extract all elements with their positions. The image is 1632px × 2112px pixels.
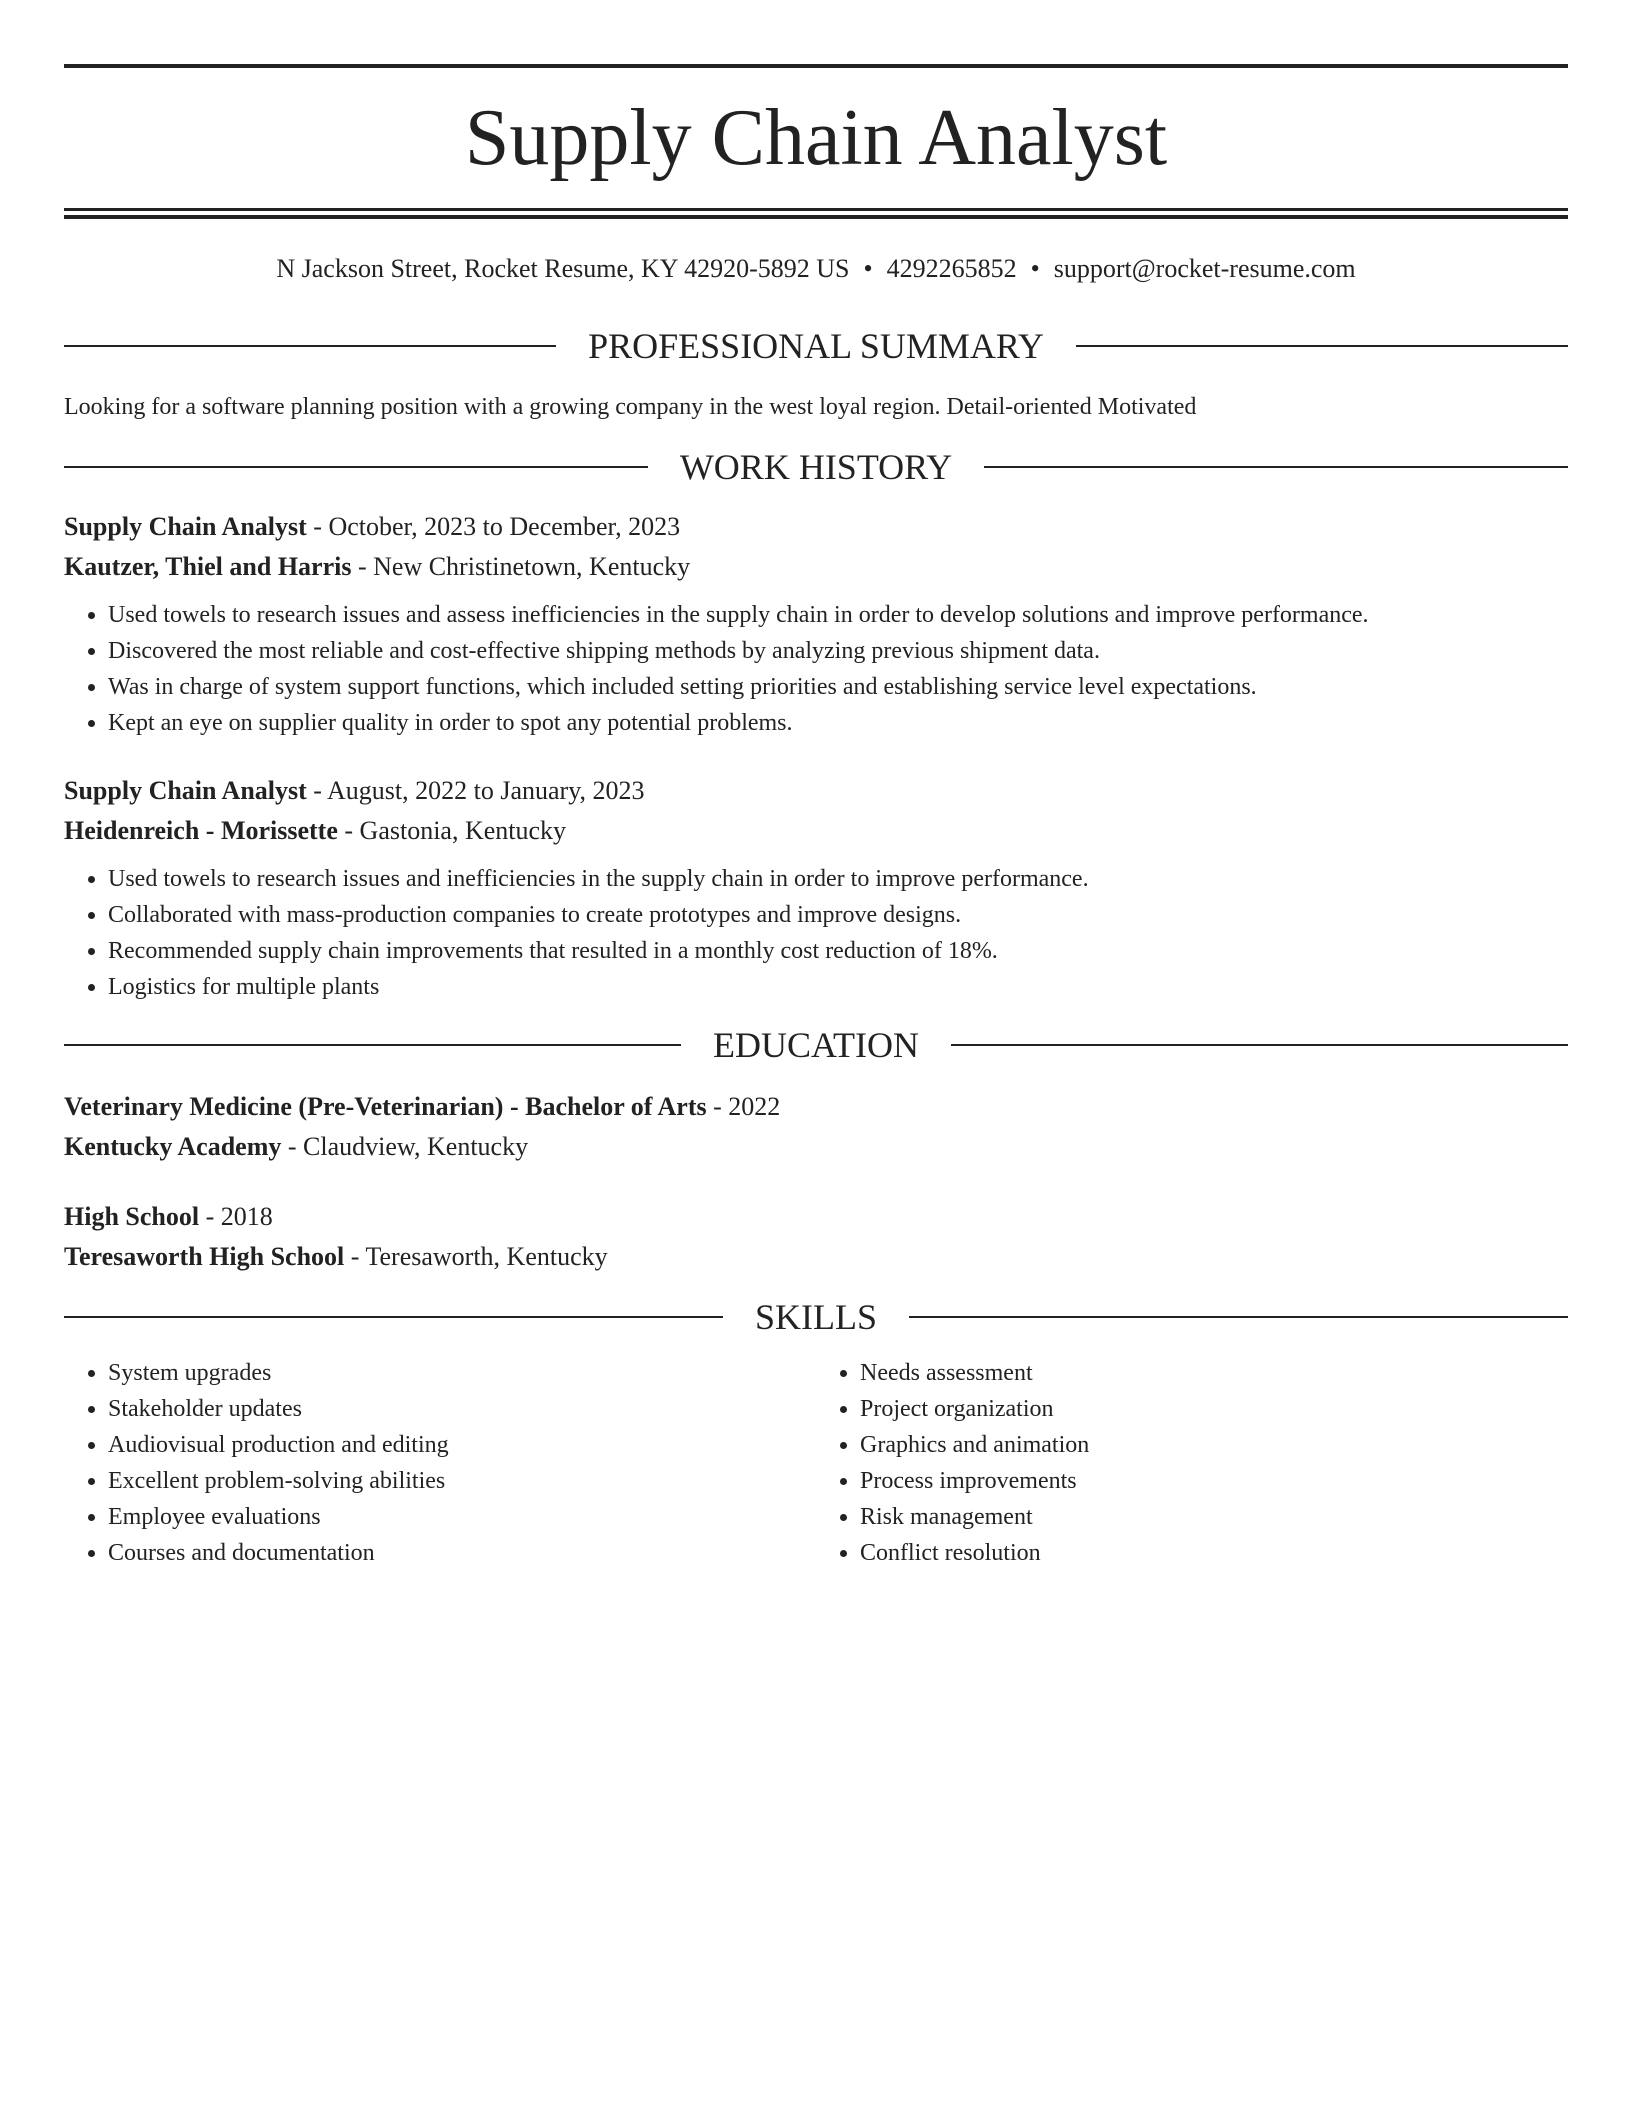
degree-line: [64, 1197, 1568, 1237]
school-location: - Claudview, Kentucky: [281, 1132, 529, 1162]
job-bullets: [64, 597, 1568, 741]
list-item: • Used towels to research issues and assess inefficiencies in the supply chain in order to develop solutions and improve performance.: [108, 597, 1568, 633]
job-company: Heidenreich - Morissette: [64, 816, 338, 846]
job-title-line: [64, 507, 1568, 547]
heading-rule-right: [984, 466, 1568, 468]
list-item: • Stakeholder updates: [108, 1391, 816, 1427]
degree-year: - 2022: [706, 1092, 781, 1122]
heading-rule-right: [909, 1316, 1568, 1318]
job-dates: - August, 2022 to January, 2023: [306, 776, 645, 806]
list-item: • Project organization: [860, 1391, 1568, 1427]
heading-rule-left: [64, 1044, 681, 1046]
heading-label: PROFESSIONAL SUMMARY: [588, 326, 1044, 366]
job-title-line: [64, 771, 1568, 811]
list-item: • Kept an eye on supplier quality in order to spot any potential problems.: [108, 705, 1568, 741]
list-item: • Used towels to research issues and inefficiencies in the supply chain in order to improve performance.: [108, 861, 1568, 897]
school-location: - Teresaworth, Kentucky: [344, 1242, 608, 1272]
school-line: [64, 1127, 1568, 1167]
skills-grid: [64, 1355, 1568, 1571]
school: Kentucky Academy: [64, 1132, 282, 1162]
contact-line: [64, 256, 1568, 282]
skills-column-right: [816, 1355, 1568, 1571]
education-entry: [64, 1197, 1568, 1277]
contact-separator: •: [863, 254, 873, 283]
skills-column-left: [64, 1355, 816, 1571]
degree: Veterinary Medicine (Pre-Veterinarian) - Bachelor of Arts: [64, 1092, 707, 1122]
section-heading-skills: [64, 1297, 1568, 1338]
job-location: - New Christinetown, Kentucky: [351, 552, 691, 582]
list-item: • Process improvements: [860, 1463, 1568, 1499]
heading-rule-right: [951, 1044, 1568, 1046]
title-double-rule: [64, 208, 1568, 219]
contact-separator: •: [1030, 254, 1040, 283]
contact-address: N Jackson Street, Rocket Resume, KY 42920-5892 US: [276, 254, 850, 283]
list-item: • Courses and documentation: [108, 1535, 816, 1571]
job-title: Supply Chain Analyst: [64, 776, 307, 806]
heading-rule-left: [64, 466, 648, 468]
list-item: • System upgrades: [108, 1355, 816, 1391]
degree: High School: [64, 1202, 200, 1232]
contact-phone: 4292265852: [886, 254, 1017, 283]
list-item: • Logistics for multiple plants: [108, 969, 1568, 1005]
list-item: • Was in charge of system support functions, which included setting priorities and establishing service level expectations.: [108, 669, 1568, 705]
list-item: • Recommended supply chain improvements that resulted in a monthly cost reduction of 18%.: [108, 933, 1568, 969]
degree-line: [64, 1087, 1568, 1127]
section-heading-education: [64, 1025, 1568, 1066]
contact-email: support@rocket-resume.com: [1053, 254, 1356, 283]
job-company-line: [64, 547, 1568, 587]
list-item: • Needs assessment: [860, 1355, 1568, 1391]
resume-title: Supply Chain Analyst: [464, 94, 1168, 182]
heading-rule-left: [64, 1316, 723, 1318]
heading-label: SKILLS: [755, 1297, 878, 1338]
section-heading-work: [64, 447, 1568, 488]
list-item: • Conflict resolution: [860, 1535, 1568, 1571]
education-entry: [64, 1087, 1568, 1167]
heading-label: WORK HISTORY: [679, 447, 953, 488]
list-item: • Employee evaluations: [108, 1499, 816, 1535]
job-location: - Gastonia, Kentucky: [337, 816, 567, 846]
heading-rule-left: [64, 345, 556, 347]
list-item: • Audiovisual production and editing: [108, 1427, 816, 1463]
resume-page: [64, 64, 1568, 1571]
list-item: • Discovered the most reliable and cost-effective shipping methods by analyzing previous shipment data.: [108, 633, 1568, 669]
list-item: • Collaborated with mass-production companies to create prototypes and improve designs.: [108, 897, 1568, 933]
list-item: • Graphics and animation: [860, 1427, 1568, 1463]
job-company: Kautzer, Thiel and Harris: [64, 552, 352, 582]
job-title: Supply Chain Analyst: [64, 512, 307, 542]
school-line: [64, 1237, 1568, 1277]
job-company-line: [64, 811, 1568, 851]
section-heading-summary: [64, 328, 1568, 364]
degree-year: - 2018: [199, 1202, 273, 1232]
list-item: • Risk management: [860, 1499, 1568, 1535]
summary-text: Looking for a software planning position with a growing company in the west loyal region. Detail-oriented Motivated: [64, 394, 1197, 420]
job-entry: [64, 771, 1568, 1005]
school: Teresaworth High School: [64, 1242, 345, 1272]
list-item: • Excellent problem-solving abilities: [108, 1463, 816, 1499]
job-dates: - October, 2023 to December, 2023: [306, 512, 681, 542]
job-bullets: [64, 861, 1568, 1005]
job-entry: [64, 507, 1568, 741]
heading-rule-right: [1076, 345, 1568, 347]
heading-label: EDUCATION: [713, 1025, 919, 1066]
